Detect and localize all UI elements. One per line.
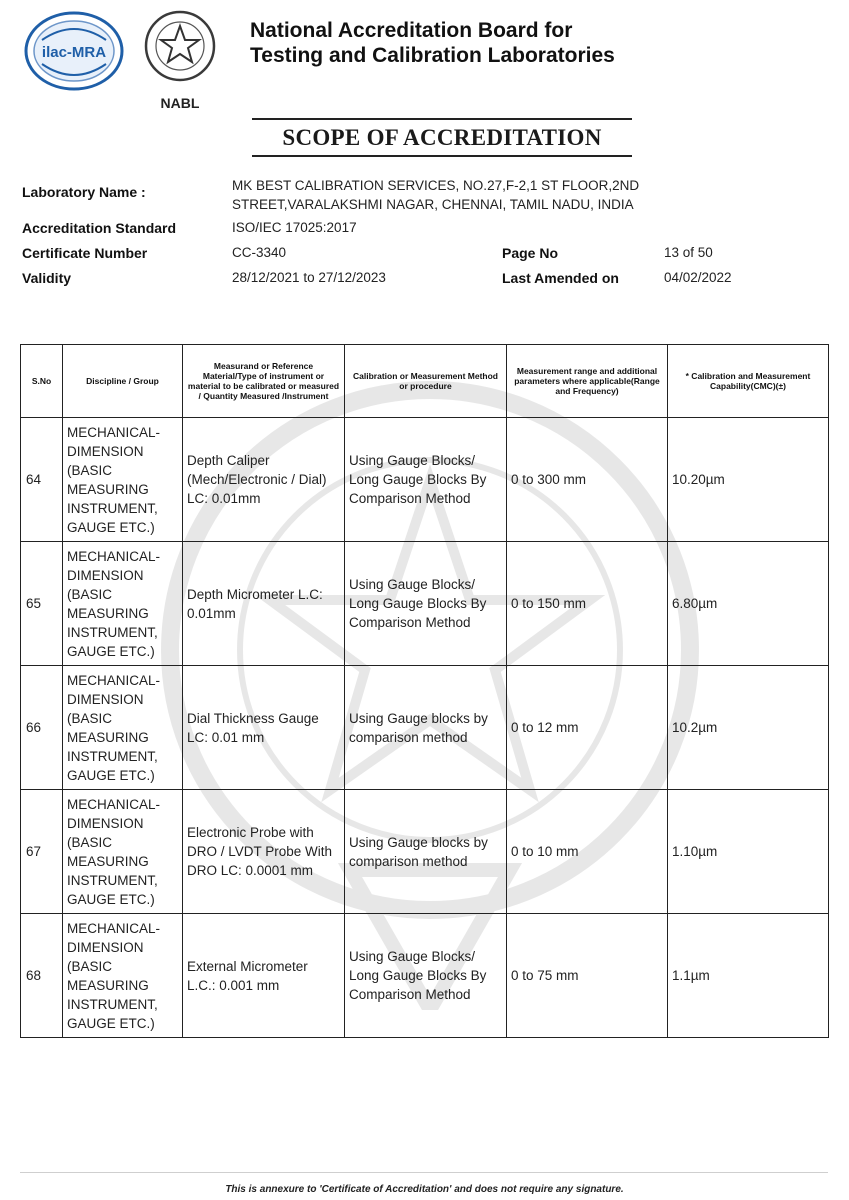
cell-method: Using Gauge Blocks/ Long Gauge Blocks By Comparison Method — [345, 418, 507, 542]
page-label: Page No — [502, 245, 559, 261]
cell-measurand: Depth Micrometer L.C: 0.01mm — [183, 542, 345, 666]
cell-discipline: MECHANICAL- DIMENSION (BASIC MEASURING INSTRUMENT, GAUGE ETC.) — [63, 418, 183, 542]
certificate-label: Certificate Number — [22, 245, 148, 261]
cell-cmc: 10.20µm — [668, 418, 829, 542]
org-name-line1: National Accreditation Board for — [250, 19, 573, 42]
ilac-logo-text: ilac-MRA — [41, 44, 107, 61]
lab-name-line1: MK BEST CALIBRATION SERVICES, NO.27,F-2,1 ST FLOOR,2ND — [232, 178, 640, 193]
cell-measurand: External Micrometer L.C.: 0.001 mm — [183, 914, 345, 1038]
cell-cmc: 1.1µm — [668, 914, 829, 1038]
header-sno: S.No — [21, 345, 63, 418]
table-row — [21, 666, 829, 790]
cell-discipline: MECHANICAL- DIMENSION (BASIC MEASURING INSTRUMENT, GAUGE ETC.) — [63, 666, 183, 790]
nabl-logo-text: NABL — [160, 95, 200, 111]
cell-sno: 64 — [21, 418, 63, 542]
nabl-logo — [142, 8, 218, 116]
lab-name-label: Laboratory Name : — [22, 184, 146, 200]
cell-range: 0 to 10 mm — [507, 790, 668, 914]
scope-table — [20, 344, 829, 1038]
organization-name — [250, 18, 770, 68]
ilac-mra-logo — [22, 10, 126, 92]
page-title: SCOPE OF ACCREDITATION — [252, 118, 632, 157]
cell-measurand: Dial Thickness Gauge LC: 0.01 mm — [183, 666, 345, 790]
cell-discipline: MECHANICAL- DIMENSION (BASIC MEASURING INSTRUMENT, GAUGE ETC.) — [63, 790, 183, 914]
lab-name-line2: STREET,VARALAKSHMI NAGAR, CHENNAI, TAMIL NADU, INDIA — [232, 197, 634, 212]
cell-measurand: Electronic Probe with DRO / LVDT Probe With DRO LC: 0.0001 mm — [183, 790, 345, 914]
cell-discipline: MECHANICAL- DIMENSION (BASIC MEASURING INSTRUMENT, GAUGE ETC.) — [63, 542, 183, 666]
table-header-row — [21, 345, 829, 418]
cell-range: 0 to 12 mm — [507, 666, 668, 790]
cell-range: 0 to 75 mm — [507, 914, 668, 1038]
table-row — [21, 790, 829, 914]
cell-sno: 66 — [21, 666, 63, 790]
header-cmc: * Calibration and Measurement Capability(CMC)(±) — [668, 345, 829, 418]
certificate-value: CC-3340 — [232, 245, 287, 260]
header-measurand: Measurand or Reference Material/Type of instrument or material to be calibrated or measured / Quantity Measured /Instrument — [183, 345, 345, 418]
cell-method: Using Gauge Blocks/ Long Gauge Blocks By Comparison Method — [345, 914, 507, 1038]
cell-method: Using Gauge blocks by comparison method — [345, 790, 507, 914]
page-value: 13 of 50 — [664, 245, 713, 260]
table-row — [21, 418, 829, 542]
cell-range: 0 to 300 mm — [507, 418, 668, 542]
header-discipline: Discipline / Group — [63, 345, 183, 418]
cell-cmc: 10.2µm — [668, 666, 829, 790]
cell-method: Using Gauge Blocks/ Long Gauge Blocks By Comparison Method — [345, 542, 507, 666]
lab-name-value — [232, 176, 639, 214]
cell-sno: 68 — [21, 914, 63, 1038]
cell-measurand: Depth Caliper (Mech/Electronic / Dial) LC: 0.01mm — [183, 418, 345, 542]
cell-cmc: 6.80µm — [668, 542, 829, 666]
table-row — [21, 542, 829, 666]
cell-range: 0 to 150 mm — [507, 542, 668, 666]
validity-value: 28/12/2021 to 27/12/2023 — [232, 270, 386, 285]
amended-value: 04/02/2022 — [664, 270, 732, 285]
amended-label: Last Amended on — [502, 270, 619, 286]
table-row — [21, 914, 829, 1038]
cell-method: Using Gauge blocks by comparison method — [345, 666, 507, 790]
footer-note: This is annexure to 'Certificate of Accreditation' and does not require any signature. — [225, 1184, 624, 1195]
cell-cmc: 1.10µm — [668, 790, 829, 914]
header-range: Measurement range and additional parameters where applicable(Range and Frequency) — [507, 345, 668, 418]
standard-value: ISO/IEC 17025:2017 — [232, 220, 357, 235]
footer-divider — [20, 1172, 828, 1173]
org-name-line2: Testing and Calibration Laboratories — [250, 44, 615, 67]
header-method: Calibration or Measurement Method or procedure — [345, 345, 507, 418]
cell-sno: 67 — [21, 790, 63, 914]
cell-discipline: MECHANICAL- DIMENSION (BASIC MEASURING INSTRUMENT, GAUGE ETC.) — [63, 914, 183, 1038]
standard-label: Accreditation Standard — [22, 220, 177, 236]
cell-sno: 65 — [21, 542, 63, 666]
validity-label: Validity — [22, 270, 72, 286]
